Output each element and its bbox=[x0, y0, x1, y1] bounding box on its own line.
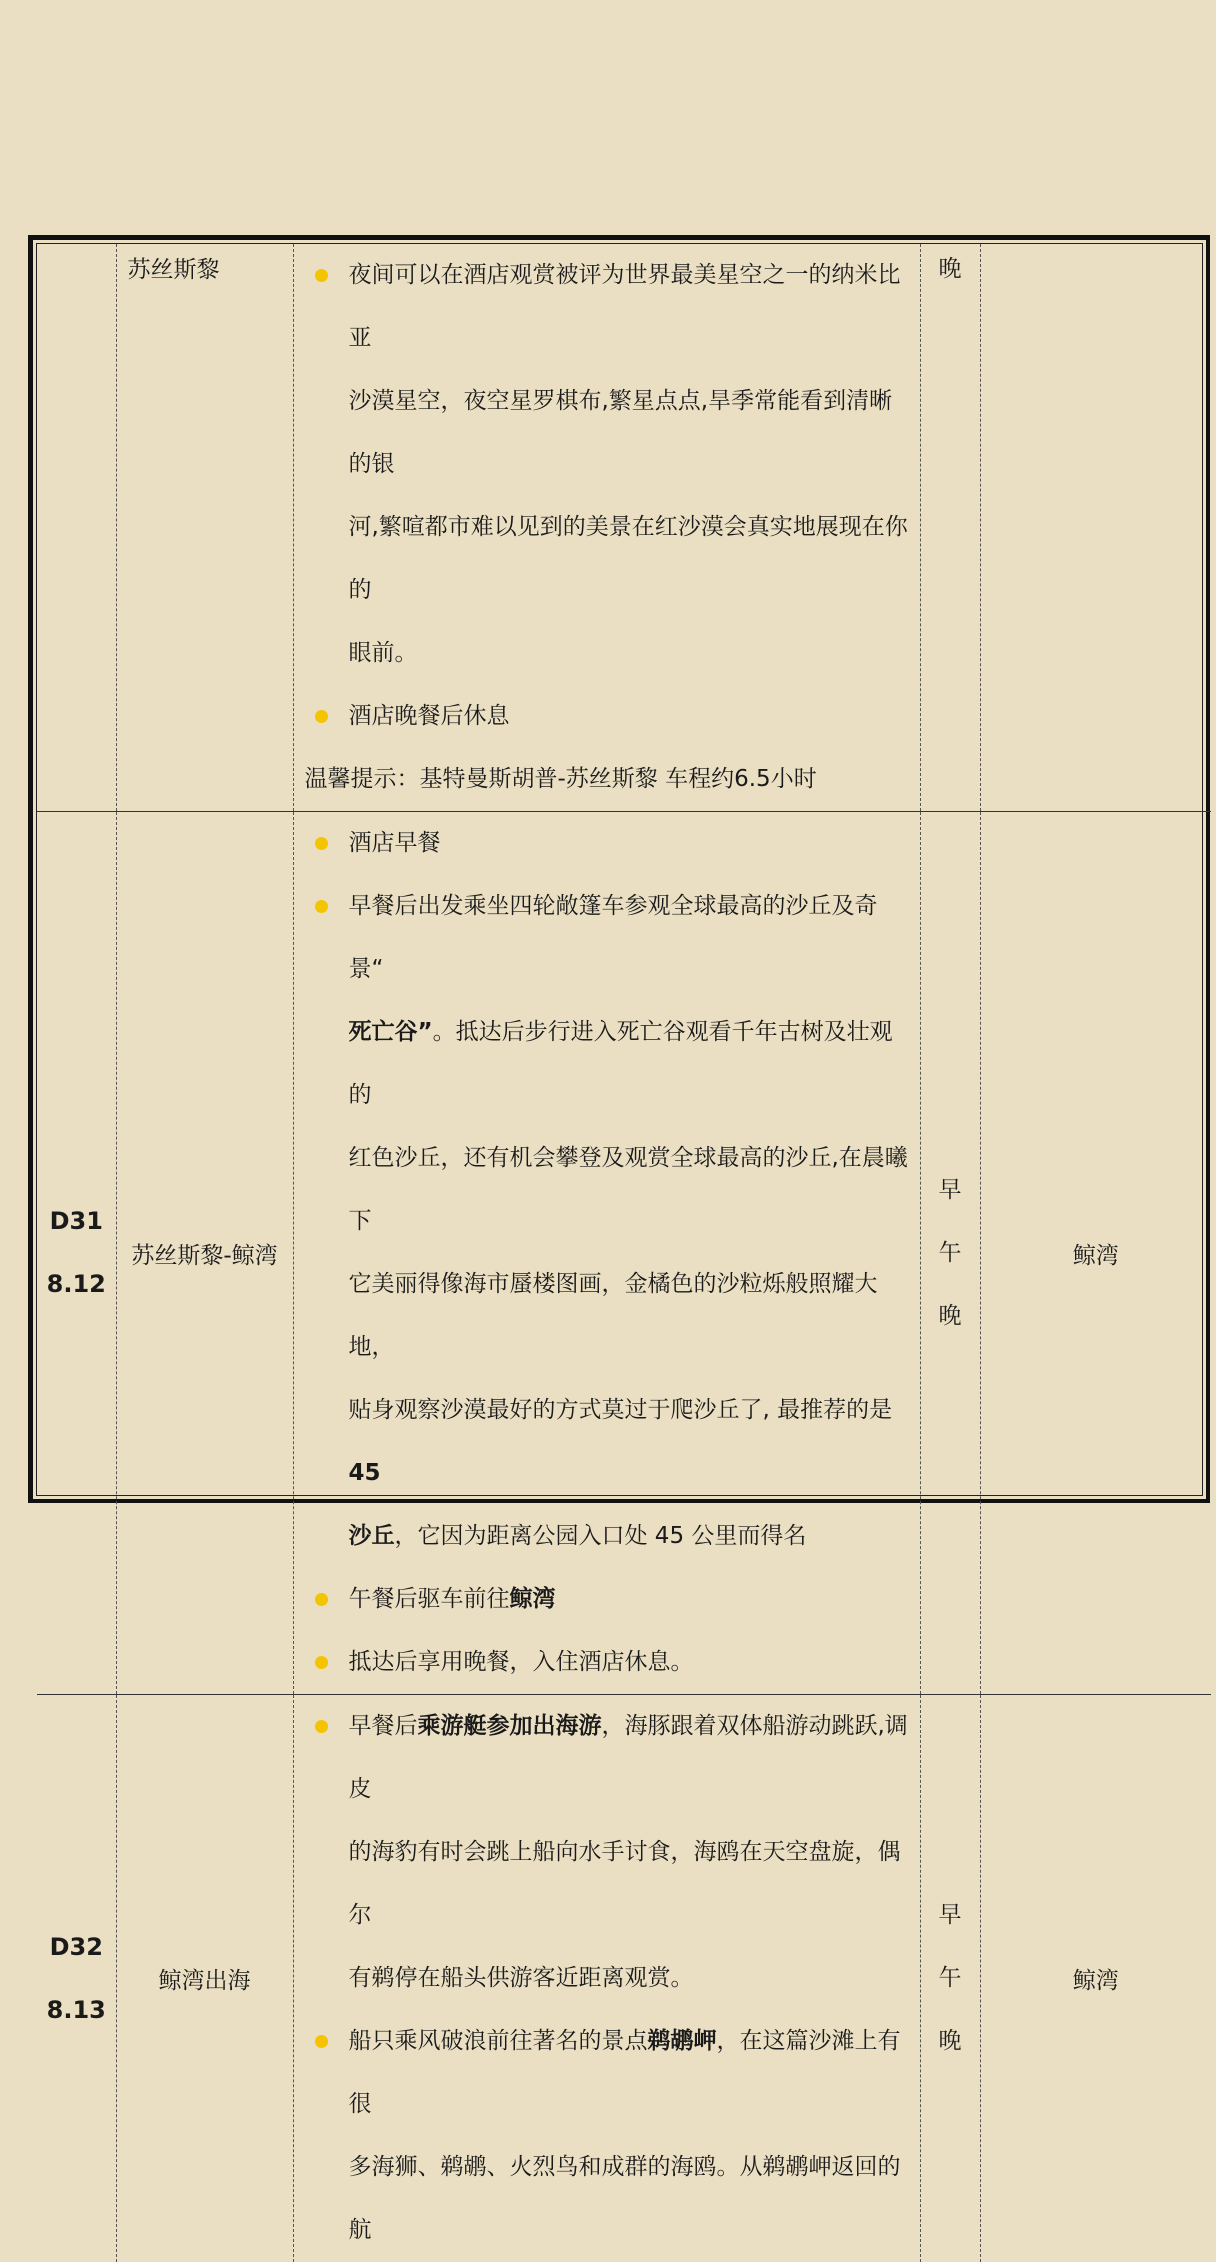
meal-dinner: 晚 bbox=[921, 1285, 980, 1348]
item-text: ，海豚跟着双体船游动跳跃,调皮 bbox=[349, 1713, 908, 1802]
item-line bbox=[349, 1001, 910, 1127]
highlight-text: 死亡谷” bbox=[349, 1019, 433, 1045]
item-line: 酒店早餐 bbox=[349, 812, 910, 875]
list-item bbox=[305, 244, 910, 685]
item-text: 船只乘风破浪前往著名的景点 bbox=[349, 2028, 648, 2054]
list-item bbox=[305, 1695, 910, 2010]
list-item bbox=[305, 2010, 910, 2262]
item-text: 早餐后 bbox=[349, 1713, 418, 1739]
route-cell: 鲸湾出海 bbox=[116, 1695, 293, 2262]
bullet-icon bbox=[315, 900, 328, 913]
item-text: ，在这篇沙滩上有很 bbox=[349, 2028, 901, 2117]
item-line: 红色沙丘，还有机会攀登及观赏全球最高的沙丘,在晨曦下 bbox=[349, 1127, 910, 1253]
route-cell: 苏丝斯黎-鲸湾 bbox=[116, 812, 293, 1695]
item-line bbox=[349, 1379, 910, 1505]
item-text: 贴身观察沙漠最好的方式莫过于爬沙丘了, 最推荐的是 bbox=[349, 1397, 893, 1423]
bullet-icon bbox=[315, 1656, 328, 1669]
hotel-cell: 鲸湾 bbox=[980, 1695, 1211, 2262]
meals-cell bbox=[920, 1695, 980, 2262]
itinerary-table-inner bbox=[36, 243, 1203, 1496]
item-line bbox=[349, 1568, 910, 1631]
date-label: 8.13 bbox=[37, 1979, 116, 2042]
list-item bbox=[305, 812, 910, 875]
item-line: 夜间可以在酒店观赏被评为世界最美星空之一的纳米比亚 bbox=[349, 244, 910, 370]
item-line: 早餐后出发乘坐四轮敞篷车参观全球最高的沙丘及奇景“ bbox=[349, 875, 910, 1001]
item-line bbox=[349, 1695, 910, 1821]
item-line: 河,繁喧都市难以见到的美景在红沙漠会真实地展现在你的 bbox=[349, 496, 910, 622]
highlight-text: 鹈鹕岬 bbox=[648, 2028, 717, 2054]
list-item bbox=[305, 1568, 910, 1631]
highlight-text: 沙丘 bbox=[349, 1523, 395, 1549]
bullet-icon bbox=[315, 1593, 328, 1606]
item-line: 有鹈停在船头供游客近距离观赏。 bbox=[349, 1947, 910, 2010]
item-line: 的海豹有时会跳上船向水手讨食，海鸥在天空盘旋，偶尔 bbox=[349, 1821, 910, 1947]
item-line: 沙漠星空，夜空星罗棋布,繁星点点,旱季常能看到清晰的银 bbox=[349, 370, 910, 496]
activity-cell bbox=[293, 812, 920, 1695]
itinerary-table bbox=[37, 244, 1211, 2262]
day-label: D31 bbox=[37, 1190, 116, 1253]
bullet-icon bbox=[315, 2035, 328, 2048]
day-cell bbox=[37, 1695, 116, 2262]
highlight-text: 乘游艇参加出海游 bbox=[418, 1713, 602, 1739]
highlight-text: 鲸湾 bbox=[510, 1586, 556, 1612]
bullet-icon bbox=[315, 1720, 328, 1733]
hotel-cell: 鲸湾 bbox=[980, 812, 1211, 1695]
table-row bbox=[37, 1695, 1211, 2262]
table-row bbox=[37, 812, 1211, 1695]
list-item bbox=[305, 875, 910, 1568]
meal-dinner: 晚 bbox=[921, 2010, 980, 2073]
item-line: 眼前。 bbox=[349, 622, 910, 685]
day-cell bbox=[37, 812, 116, 1695]
item-line: 抵达后享用晚餐，入住酒店休息。 bbox=[349, 1631, 910, 1694]
meal-lunch: 午 bbox=[921, 1947, 980, 2010]
hotel-cell bbox=[980, 244, 1211, 812]
item-line bbox=[349, 2010, 910, 2136]
meal-breakfast: 早 bbox=[921, 1159, 980, 1222]
highlight-text: 45 bbox=[349, 1460, 381, 1486]
meals-cell: 晚 bbox=[920, 244, 980, 812]
list-item bbox=[305, 685, 910, 748]
bullet-icon bbox=[315, 837, 328, 850]
day-label: D32 bbox=[37, 1916, 116, 1979]
day-cell bbox=[37, 244, 116, 812]
item-text: ，它因为距离公园入口处 45 公里而得名 bbox=[395, 1523, 807, 1549]
item-line: 酒店晚餐后休息 bbox=[349, 685, 910, 748]
date-label: 8.12 bbox=[37, 1253, 116, 1316]
meals-cell bbox=[920, 812, 980, 1695]
item-text: 午餐后驱车前往 bbox=[349, 1586, 510, 1612]
activity-cell bbox=[293, 1695, 920, 2262]
bullet-icon bbox=[315, 710, 328, 723]
activity-cell bbox=[293, 244, 920, 812]
route-cell: 苏丝斯黎 bbox=[116, 244, 293, 812]
meal-breakfast: 早 bbox=[921, 1884, 980, 1947]
item-line: 它美丽得像海市蜃楼图画，金橘色的沙粒烁般照耀大地， bbox=[349, 1253, 910, 1379]
table-row bbox=[37, 244, 1211, 812]
travel-note: 温馨提示：基特曼斯胡普-苏丝斯黎 车程约6.5小时 bbox=[305, 748, 910, 811]
item-text: 。抵达后步行进入死亡谷观看千年古树及壮观的 bbox=[349, 1019, 893, 1108]
item-line bbox=[349, 1505, 910, 1568]
item-line: 多海狮、鹈鹕、火烈鸟和成群的海鸥。从鹈鹕岬返回的航 bbox=[349, 2136, 910, 2262]
meal-lunch: 午 bbox=[921, 1222, 980, 1285]
list-item bbox=[305, 1631, 910, 1694]
itinerary-table-frame bbox=[28, 235, 1210, 1503]
bullet-icon bbox=[315, 269, 328, 282]
